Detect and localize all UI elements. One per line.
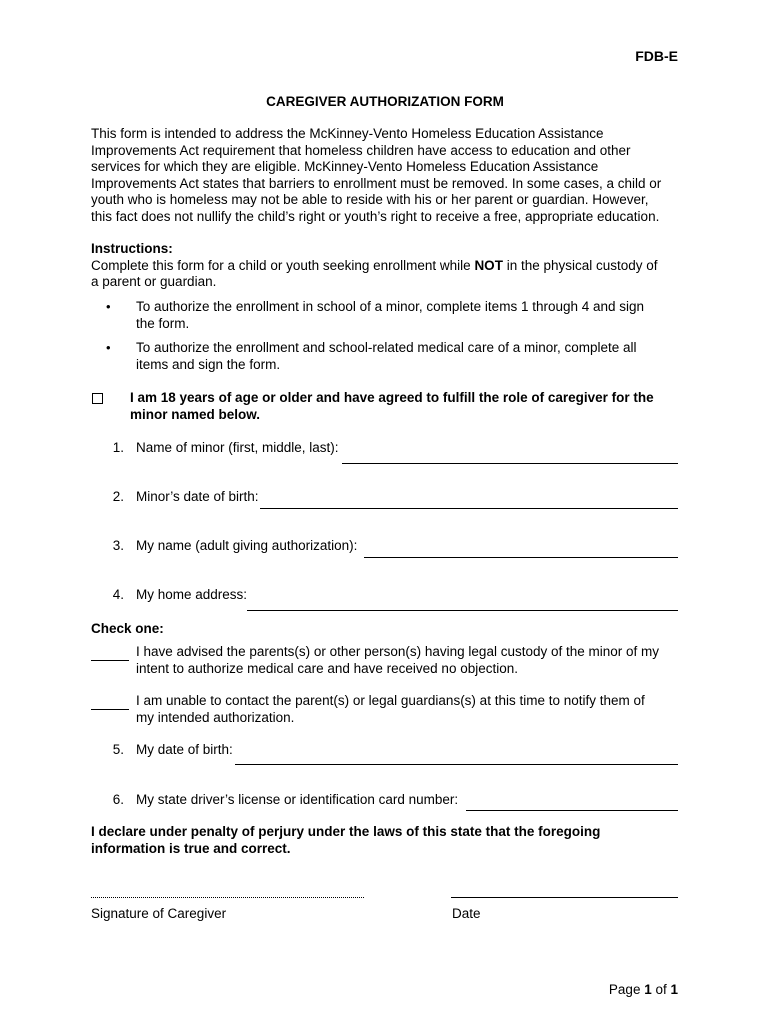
intro-line: Improvements Act requirement that homeless children have access to education and other <box>91 142 631 158</box>
check-option-blank[interactable] <box>91 709 129 710</box>
field-number: 1. <box>112 440 124 455</box>
check-option-blank[interactable] <box>91 660 129 661</box>
signature-field[interactable] <box>91 897 364 898</box>
field-number: 2. <box>112 489 124 504</box>
intro-line: Improvements Act states that barriers to enrollment must be removed. In some cases, a child or <box>91 175 662 191</box>
age-checkbox[interactable] <box>92 393 103 404</box>
field-number: 3. <box>112 538 124 553</box>
field-number: 5. <box>112 742 124 757</box>
page-number: Page 1 of 1 <box>608 982 678 997</box>
check-option-unable: I am unable to contact the parent(s) or legal guardians(s) at this time to notify them of my intended authorization. <box>136 693 645 725</box>
instruction-bullet: To authorize the enrollment and school-related medical care of a minor, complete all items and sign the form. <box>136 340 637 372</box>
instructions-heading: Instructions: <box>91 241 173 256</box>
instructions-line: Complete this form for a child or youth seeking enrollment while NOT in the physical custody of <box>91 257 658 273</box>
form-title: CAREGIVER AUTHORIZATION FORM <box>266 94 504 109</box>
caregiver-name-field[interactable] <box>364 557 678 558</box>
intro-paragraph <box>91 126 691 226</box>
minor-dob-label: Minor’s date of birth: <box>136 489 259 504</box>
bullet-icon: • <box>106 299 111 314</box>
instruction-bullet: To authorize the enrollment in school of a minor, complete items 1 through 4 and sign the form. <box>136 299 645 331</box>
minor-name-field[interactable] <box>342 463 678 464</box>
caregiver-dob-field[interactable] <box>235 764 678 765</box>
license-number-field[interactable] <box>466 810 678 811</box>
form-code: FDB-E <box>635 48 678 64</box>
caregiver-name-label: My name (adult giving authorization): <box>136 538 358 553</box>
field-number: 4. <box>112 587 124 602</box>
instructions-block <box>91 241 691 291</box>
check-one-heading: Check one: <box>91 621 164 636</box>
minor-dob-field[interactable] <box>260 508 678 509</box>
home-address-field[interactable] <box>247 610 678 611</box>
home-address-label: My home address: <box>136 587 248 602</box>
check-option-advised: I have advised the parents(s) or other person(s) having legal custody of the minor of my intent to authorize medical care and have received no objection. <box>136 644 660 676</box>
caregiver-dob-label: My date of birth: <box>136 742 233 757</box>
date-field[interactable] <box>451 897 678 898</box>
age-statement: I am 18 years of age or older and have agreed to fulfill the role of caregiver for the minor named below. <box>130 390 654 422</box>
intro-line: This form is intended to address the McKinney-Vento Homeless Education Assistance <box>91 126 604 141</box>
field-number: 6. <box>112 792 124 807</box>
license-number-label: My state driver’s license or identification card number: <box>136 792 459 807</box>
minor-name-label: Name of minor (first, middle, last): <box>136 440 339 455</box>
date-label: Date <box>452 906 481 921</box>
instructions-line: a parent or guardian. <box>91 274 217 290</box>
declaration-statement: I declare under penalty of perjury under the laws of this state that the foregoing information is true and correct. <box>91 824 601 856</box>
intro-line: services for which they are eligible. McKinney-Vento Homeless Education Assistance <box>91 159 599 175</box>
signature-label: Signature of Caregiver <box>91 906 227 921</box>
intro-line: this fact does not nullify the child’s right or youth’s right to receive a free, appropriate education. <box>91 208 660 224</box>
bullet-icon: • <box>106 340 111 355</box>
intro-line: youth who is homeless may not be able to reside with his or her parent or guardian. However, <box>91 192 649 208</box>
